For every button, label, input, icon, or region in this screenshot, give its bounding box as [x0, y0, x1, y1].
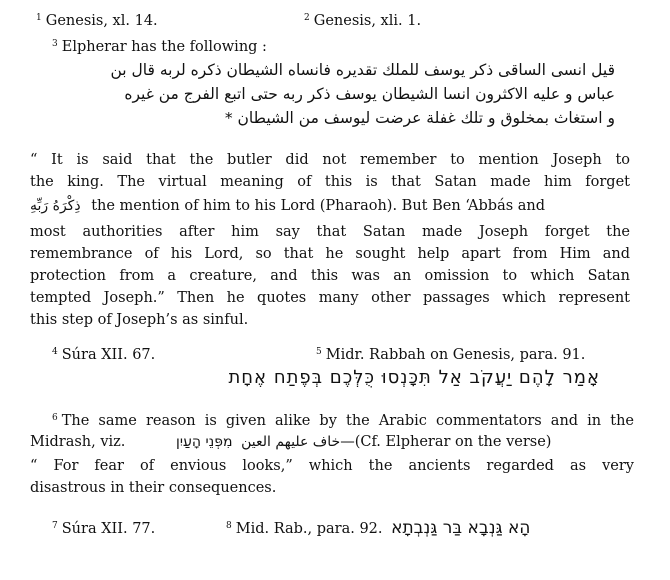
footnote-6-line-3: “ For fear of envious looks,” which the ancients regarded as very — [30, 458, 634, 474]
hebrew-quote-1: אָמַר לָהֶם יַעֲקֹב אַל תִּכָּנְסוּ כֻּלְּכֶם בְּפֶתַח אֶחָת — [228, 367, 600, 388]
footnote-text: The same reason is given alike by the Arabic commentators and in the — [61, 413, 634, 429]
translation-line-8: this step of Joseph’s as sinful. — [30, 312, 249, 328]
footnote-number: 7 — [52, 521, 58, 531]
arabic-quote-line-2: عباس و عليه الاكثرون انسا الشيطان يوسف ذكر ربه حتى اتبع الفرج من غيره — [124, 85, 615, 103]
footnote-number: 8 — [226, 521, 232, 531]
footnote-number: 1 — [36, 13, 42, 23]
footnote-text: Genesis, xli. 1. — [313, 13, 422, 29]
translation-text: the mention of him to his Lord (Pharaoh). But Ben ‘Abbás and — [91, 198, 546, 214]
translation-line-3 — [30, 196, 545, 216]
arabic-quote-line-1: قيل انسى الساقى ذكر يوسف للملك تقديره فانساه الشيطان ذكره لربه قال بن — [110, 61, 615, 79]
hebrew-quote-2: הָא גַּנְבָא בַּר גַּנְבְתָא — [391, 518, 531, 538]
translation-line-2: the king. The virtual meaning of this is that Satan made him forget — [30, 174, 630, 190]
footnote-6-line-4: disastrous in their consequences. — [30, 480, 277, 496]
translation-line-7: tempted Joseph.” Then he quotes many other passages which represent — [30, 290, 630, 306]
footnote-4 — [52, 342, 155, 365]
footnote-3-intro — [52, 34, 267, 57]
footnote-number: 5 — [316, 347, 322, 357]
footnote-text: Mid. Rab., para. 92. — [235, 521, 383, 537]
translation-line-5: remembrance of his Lord, so that he sought help apart from Him and — [30, 246, 630, 262]
footnote-number: 6 — [52, 413, 58, 423]
footnote-6-line-1 — [52, 408, 634, 431]
footnote-text: Genesis, xl. 14. — [45, 13, 158, 29]
inline-arabic-phrase: ذِكْرَهُ رَبِّهِ — [30, 198, 81, 214]
translation-line-6: protection from a creature, and this was an omission to which Satan — [30, 268, 630, 284]
footnote-text: —(Cf. Elpherar on the verse) — [340, 434, 552, 450]
inline-hebrew-phrase: מִפְּנֵי הָעַיִן — [176, 434, 233, 450]
footnote-number: 3 — [52, 39, 58, 49]
footnote-number: 2 — [304, 13, 310, 23]
footnote-text: Súra XII. 77. — [61, 521, 156, 537]
inline-arabic-phrase: خاف عليهم العين — [241, 434, 341, 450]
footnote-text: Elpherar has the following : — [61, 39, 267, 55]
footnote-5 — [316, 342, 585, 365]
footnote-6-line-2 — [30, 432, 551, 452]
footnote-text: Súra XII. 67. — [61, 347, 156, 363]
footnote-text: Midr. Rabbah on Genesis, para. 91. — [325, 347, 586, 363]
footnote-text: Midrash, viz. — [30, 434, 126, 450]
footnote-8 — [226, 516, 530, 539]
footnote-2 — [304, 8, 421, 31]
translation-line-1: “ It is said that the butler did not remember to mention Joseph to — [30, 152, 630, 168]
footnote-number: 4 — [52, 347, 58, 357]
translation-line-4: most authorities after him say that Satan made Joseph forget the — [30, 224, 630, 240]
footnote-7 — [52, 516, 155, 539]
footnote-1 — [36, 8, 158, 31]
arabic-quote-line-3: و استغاث بمخلوق و تلك غفلة عرضت ليوسف من الشيطان * — [224, 109, 615, 127]
